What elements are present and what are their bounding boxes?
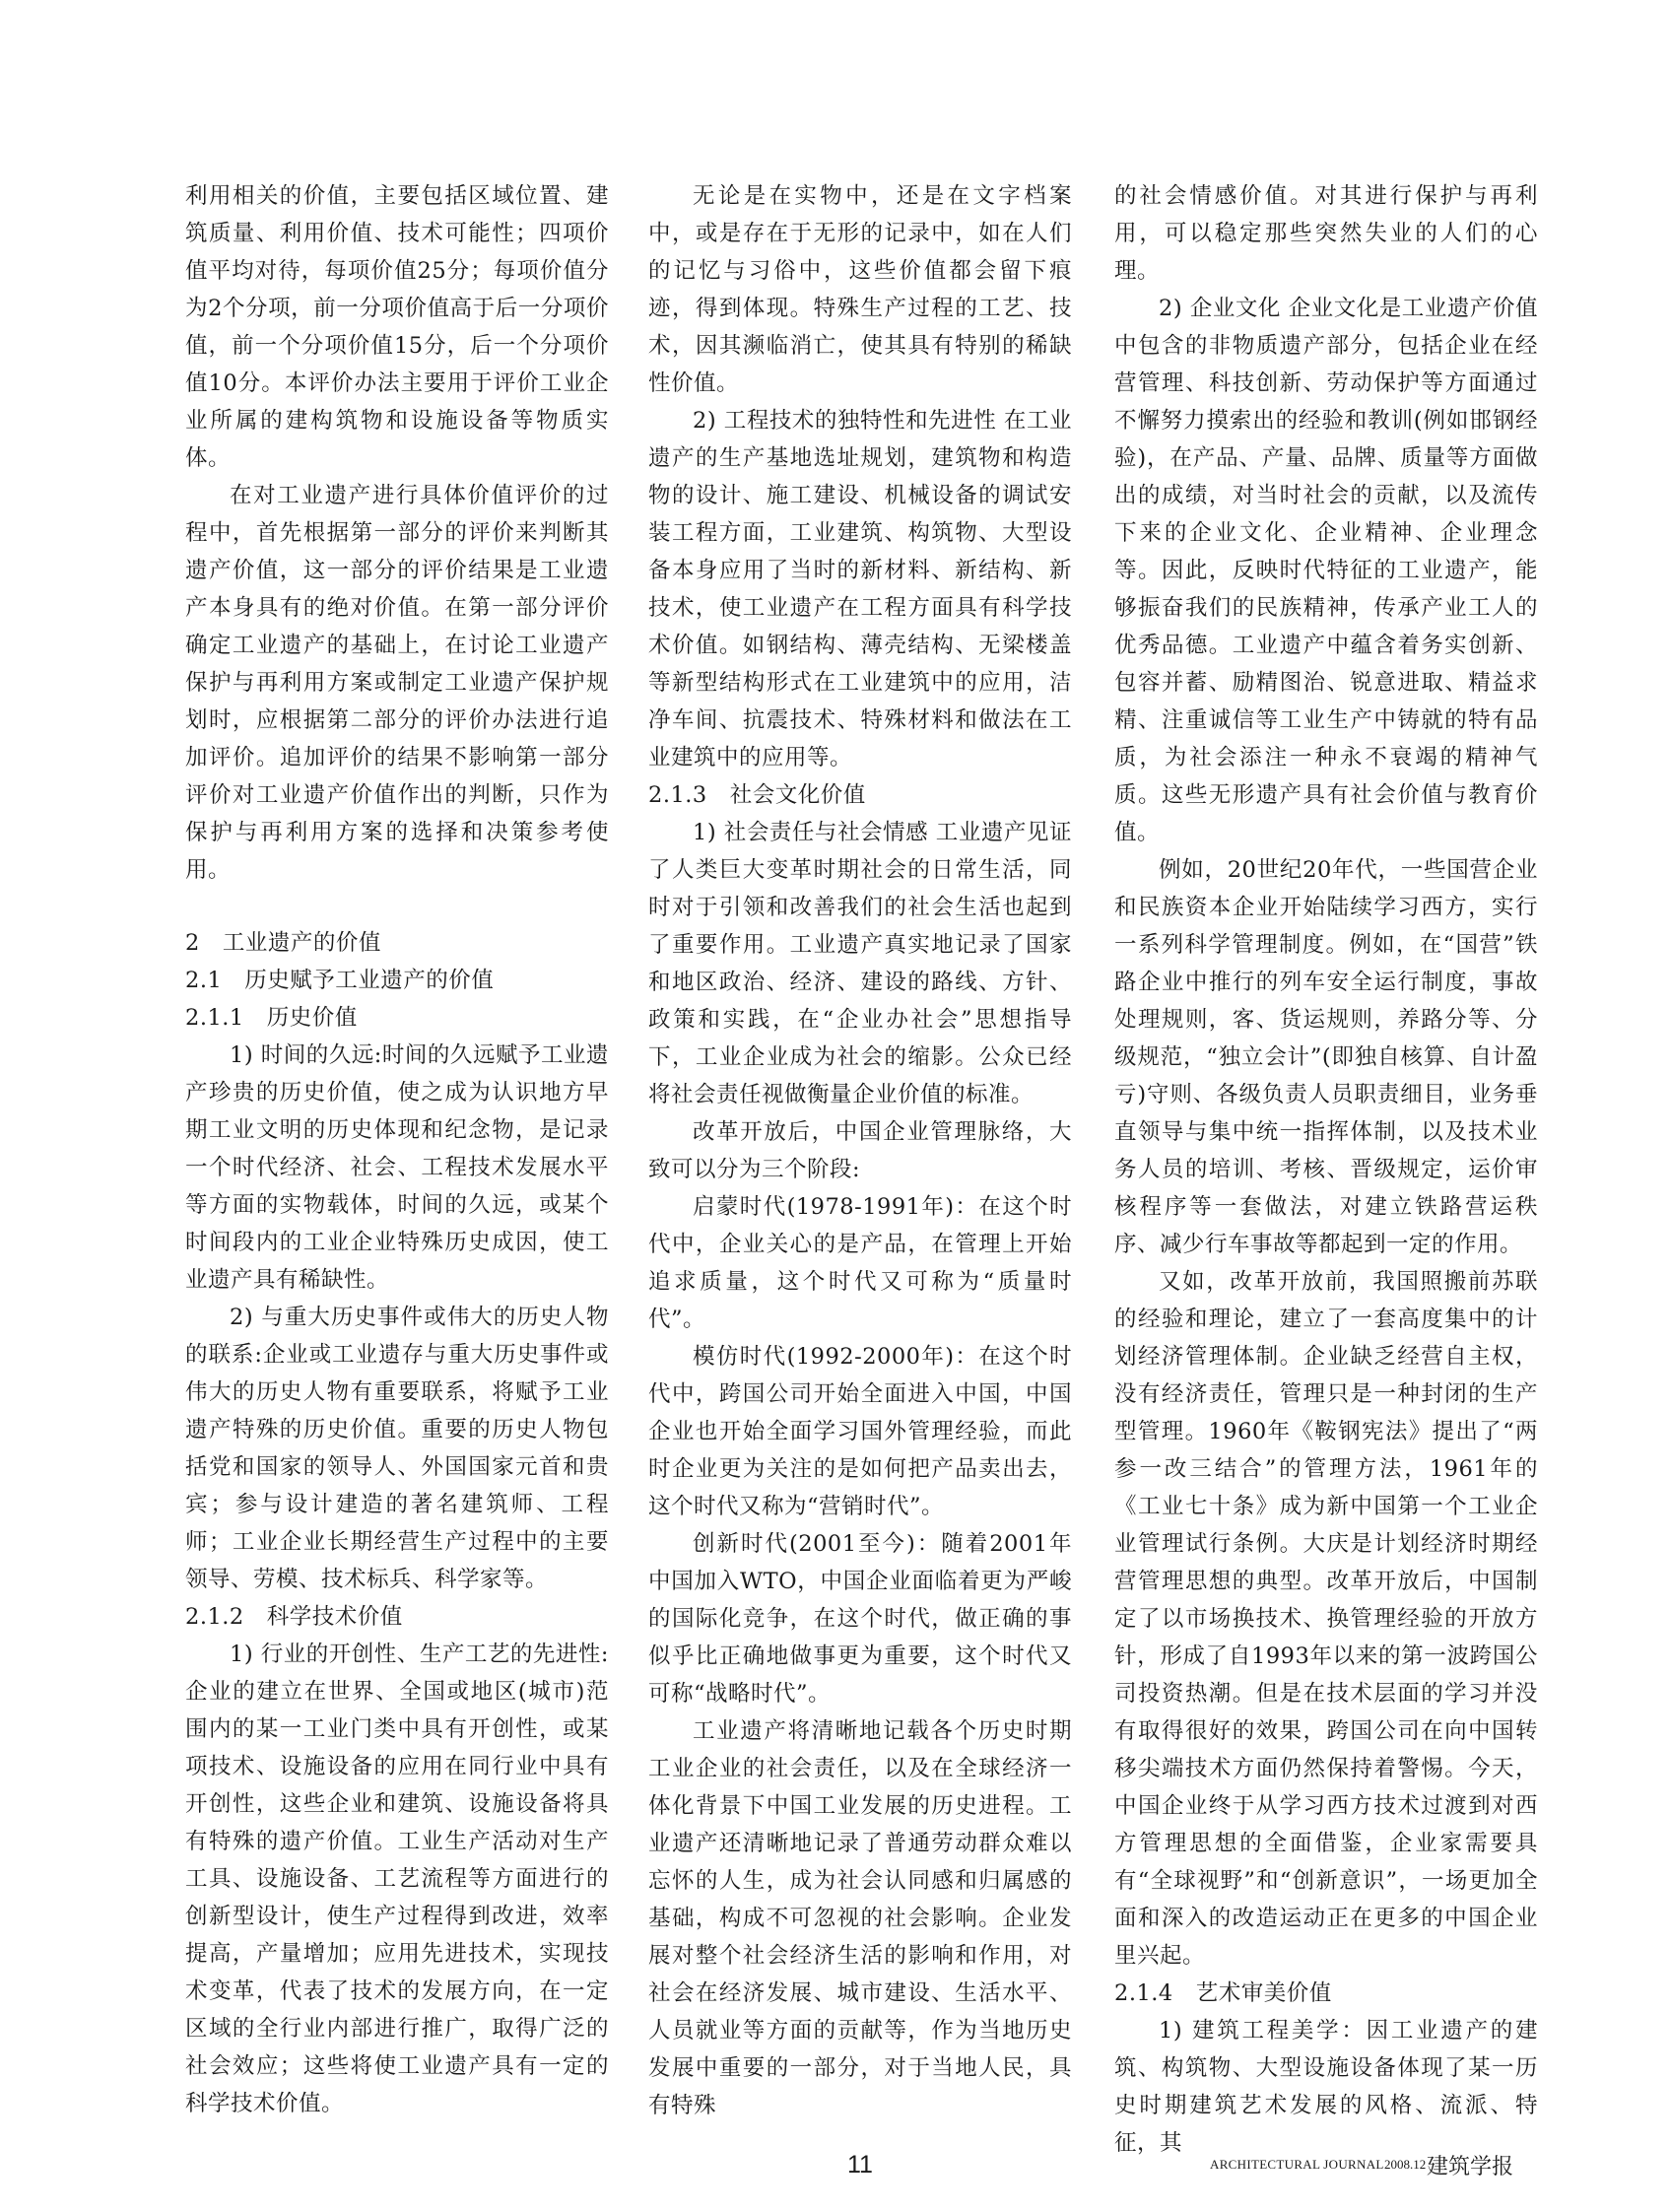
section-heading: 2 工业遗产的价值 (185, 930, 381, 956)
body-paragraph: 创新时代(2001至今)：随着2001年中国加入WTO，中国企业面临着更为严峻的国际化竞争，在这个时代，做正确的事似乎比正确地做事更为重要，这个时代又可称“战略时代”。 (648, 1531, 1072, 1707)
body-paragraph: 1) 行业的开创性、生产工艺的先进性:企业的建立在世界、全国或地区(城市)范围内的某一工业门类中具有开创性，或某项技术、设施设备的应用在同行业中具有开创性，这些企业和建筑、设施设备将具有特殊的遗产价值。工业生产活动对生产工具、设施设备、工艺流程等方面进行的创新型设计，使生产过程得到改进，效率提高，产量增加；应用先进技术，实现技术变革，代表了技术的发展方向，在一定区域的全行业内部进行推广，取得广泛的社会效应；这些将使工业遗产具有一定的科学技术价值。 (185, 1642, 609, 2116)
page-number: 11 (847, 2151, 873, 2178)
section-heading: 2.1.4 艺术审美价值 (1114, 1980, 1332, 2006)
section-heading: 2.1.2 科学技术价值 (185, 1604, 403, 1630)
body-paragraph: 1) 社会责任与社会情感 工业遗产见证了人类巨大变革时期社会的日常生活，同时对于引领和改善我们的社会生活也起到了重要作用。工业遗产真实地记录了国家和地区政治、经济、建设的路线、方针、政策和实践，在“企业办社会”思想指导下，工业企业成为社会的缩影。公众已经将社会责任视做衡量企业价值的标准。 (648, 820, 1072, 1107)
body-paragraph: 工业遗产将清晰地记载各个历史时期工业企业的社会责任，以及在全球经济一体化背景下中国工业发展的历史进程。工业遗产还清晰地记录了普通劳动群众难以忘怀的人生，成为社会认同感和归属感的基础，构成不可忽视的社会影响。企业发展对整个社会经济生活的影响和作用，对社会在经济发展、城市建设、生活水平、人员就业等方面的贡献等，作为当地历史发展中重要的一部分，对于当地人民，具有特殊 (648, 1718, 1072, 2118)
body-paragraph: 2) 企业文化 企业文化是工业遗产价值中包含的非物质遗产部分，包括企业在经营管理、科技创新、劳动保护等方面通过不懈努力摸索出的经验和教训(例如邯钢经验)，在产品、产量、品牌、质量等方面做出的成绩，对当时社会的贡献，以及流传下来的企业文化、企业精神、企业理念等。因此，反映时代特征的工业遗产，能够振奋我们的民族精神，传承产业工人的优秀品德。工业遗产中蕴含着务实创新、包容并蓄、励精图治、锐意进取、精益求精、注重诚信等工业生产中铸就的特有品质，为社会添注一种永不衰竭的精神气质。这些无形遗产具有社会价值与教育价值。 (1114, 296, 1538, 845)
body-paragraph: 模仿时代(1992-2000年)：在这个时代中，跨国公司开始全面进入中国，中国企业也开始全面学习国外管理经验，而此时企业更为关注的是如何把产品卖出去，这个时代又称为“营销时代”。 (648, 1344, 1072, 1519)
journal-name-chinese: 建筑学报 (1427, 2155, 1514, 2179)
body-paragraph: 2) 工程技术的独特性和先进性 在工业遗产的生产基地选址规划，建筑物和构造物的设计、施工建设、机械设备的调试安装工程方面，工业建筑、构筑物、大型设备本身应用了当时的新材料、新结构、新技术，使工业遗产在工程方面具有科学技术价值。如钢结构、薄壳结构、无梁楼盖等新型结构形式在工业建筑中的应用，洁净车间、抗震技术、特殊材料和做法在工业建筑中的应用等。 (648, 408, 1072, 771)
section-heading: 2.1.3 社会文化价值 (648, 782, 866, 808)
section-heading: 2.1 历史赋予工业遗产的价值 (185, 968, 495, 993)
journal-name-english: ARCHITECTURAL JOURNAL (1210, 2157, 1384, 2172)
body-paragraph: 改革开放后，中国企业管理脉络，大致可以分为三个阶段: (648, 1119, 1072, 1182)
body-paragraph: 无论是在实物中，还是在文字档案中，或是存在于无形的记录中，如在人们的记忆与习俗中，这些价值都会留下痕迹，得到体现。特殊生产过程的工艺、技术，因其濒临消亡，使其具有特别的稀缺性价值。 (648, 183, 1072, 396)
paragraph-gap (185, 889, 609, 924)
body-paragraph: 1) 建筑工程美学：因工业遗产的建筑、构筑物、大型设施设备体现了某一历史时期建筑艺术发展的风格、流派、特征，其 (1114, 2018, 1538, 2156)
section-heading: 2.1.1 历史价值 (185, 1005, 358, 1031)
body-paragraph: 的社会情感价值。对其进行保护与再利用，可以稳定那些突然失业的人们的心理。 (1114, 183, 1538, 284)
body-paragraph: 2) 与重大历史事件或伟大的历史人物的联系:企业或工业遗存与重大历史事件或伟大的历史人物有重要联系，将赋予工业遗产特殊的历史价值。重要的历史人物包括党和国家的领导人、外国国家元首和贵宾；参与设计建造的著名建筑师、工程师；工业企业长期经营生产过程中的主要领导、劳模、技术标兵、科学家等。 (185, 1305, 609, 1592)
column-left (185, 177, 609, 2122)
journal-issue-date: 2008.12 (1384, 2157, 1427, 2172)
body-paragraph: 例如，20世纪20年代，一些国营企业和民族资本企业开始陆续学习西方，实行一系列科学管理制度。例如，在“国营”铁路企业中推行的列车安全运行制度，事故处理规则，客、货运规则，养路分等、分级规范，“独立会计”(即独自核算、自计盈亏)守则、各级负责人员职责细目，业务垂直领导与集中统一指挥体制，以及技术业务人员的培训、考核、晋级规定，运价审核程序等一套做法，对建立铁路营运秩序、减少行车事故等都起到一定的作用。 (1114, 857, 1538, 1257)
body-paragraph: 又如，改革开放前，我国照搬前苏联的经验和理论，建立了一套高度集中的计划经济管理体制。企业缺乏经营自主权，没有经济责任，管理只是一种封闭的生产型管理。1960年《鞍钢宪法》提出了“两参一改三结合”的管理方法，1961年的《工业七十条》成为新中国第一个工业企业管理试行条例。大庆是计划经济时期经营管理思想的典型。改革开放后，中国制定了以市场换技术、换管理经验的开放方针，形成了自1993年以来的第一波跨国公司投资热潮。但是在技术层面的学习并没有取得很好的效果，跨国公司在向中国转移尖端技术方面仍然保持着警惕。今天，中国企业终于从学习西方技术过渡到对西方管理思想的全面借鉴，企业家需要具有“全球视野”和“创新意识”，一场更加全面和深入的改造运动正在更多的中国企业里兴起。 (1114, 1269, 1538, 1969)
body-paragraph: 利用相关的价值，主要包括区域位置、建筑质量、利用价值、技术可能性；四项价值平均对待，每项价值25分；每项价值分为2个分项，前一分项价值高于后一分项价值，前一个分项价值15分，后一个分项价值10分。本评价办法主要用于评价工业企业所属的建构筑物和设施设备等物质实体。 (185, 183, 609, 471)
body-paragraph: 启蒙时代(1978-1991年)：在这个时代中，企业关心的是产品，在管理上开始追求质量，这个时代又可称为“质量时代”。 (648, 1194, 1072, 1332)
column-right (1114, 177, 1538, 2162)
body-paragraph: 1) 时间的久远:时间的久远赋予工业遗产珍贵的历史价值，使之成为认识地方早期工业文明的历史体现和纪念物，是记录一个时代经济、社会、工程技术发展水平等方面的实物载体，时间的久远，或某个时间段内的工业企业特殊历史成因，使工业遗产具有稀缺性。 (185, 1042, 609, 1293)
body-paragraph: 在对工业遗产进行具体价值评价的过程中，首先根据第一部分的评价来判断其遗产价值，这一部分的评价结果是工业遗产本身具有的绝对价值。在第一部分评价确定工业遗产的基础上，在讨论工业遗产保护与再利用方案或制定工业遗产保护规划时，应根据第二部分的评价办法进行追加评价。追加评价的结果不影响第一部分评价对工业遗产价值作出的判断，只作为保护与再利用方案的选择和决策参考使用。 (185, 483, 609, 883)
column-middle (648, 177, 1072, 2124)
